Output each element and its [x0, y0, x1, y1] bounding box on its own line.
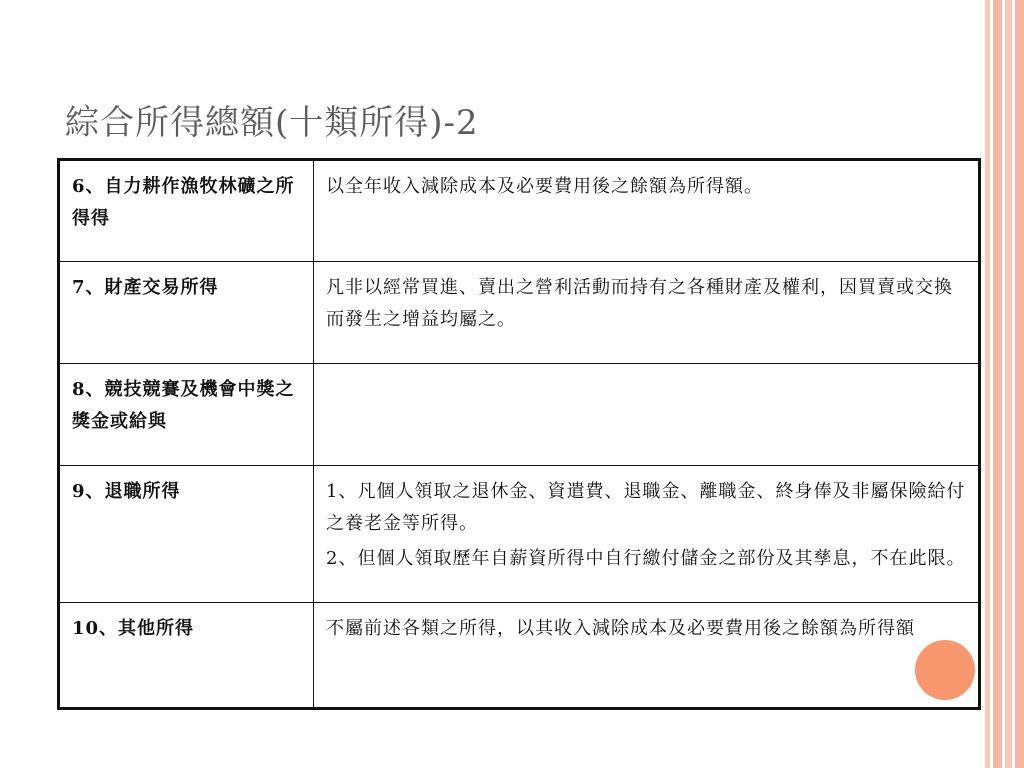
income-table	[57, 158, 981, 710]
income-table-container	[57, 158, 981, 708]
decorative-stripe	[993, 0, 1002, 768]
table-row	[59, 160, 980, 262]
decorative-circle	[915, 640, 975, 700]
description-text: 1、凡個人領取之退休金、資遣費、退職金、離職金、終身俸及非屬保險給付之養老金等所得。	[326, 481, 966, 534]
decorative-stripe	[985, 0, 990, 768]
category-cell: 10、其他所得	[59, 603, 314, 709]
category-cell: 6、自力耕作漁牧林礦之所得得	[59, 160, 314, 262]
category-cell: 9、退職所得	[59, 466, 314, 603]
category-cell: 8、競技競賽及機會中獎之獎金或給與	[59, 364, 314, 466]
table-row	[59, 603, 980, 709]
description-cell	[314, 160, 980, 262]
decorative-stripe	[1015, 0, 1024, 768]
table-row	[59, 466, 980, 603]
table-row	[59, 364, 980, 466]
description-cell	[314, 603, 980, 709]
description-cell	[314, 466, 980, 603]
description-text: 凡非以經常買進、賣出之營利活動而持有之各種財產及權利，因買賣或交換而發生之增益均屬之。	[326, 277, 953, 330]
slide-title: 綜合所得總額(十類所得)-2	[65, 103, 479, 143]
category-cell: 7、財產交易所得	[59, 262, 314, 364]
description-cell	[314, 262, 980, 364]
description-text: 以全年收入減除成本及必要費用後之餘額為所得額。	[326, 176, 763, 197]
description-text: 不屬前述各類之所得，以其收入減除成本及必要費用後之餘額為所得額	[326, 618, 915, 639]
description-text: 2、但個人領取歷年自薪資所得中自行繳付儲金之部份及其孳息，不在此限。	[326, 548, 966, 569]
decorative-stripe	[1005, 0, 1012, 768]
table-row	[59, 262, 980, 364]
description-cell	[314, 364, 980, 466]
